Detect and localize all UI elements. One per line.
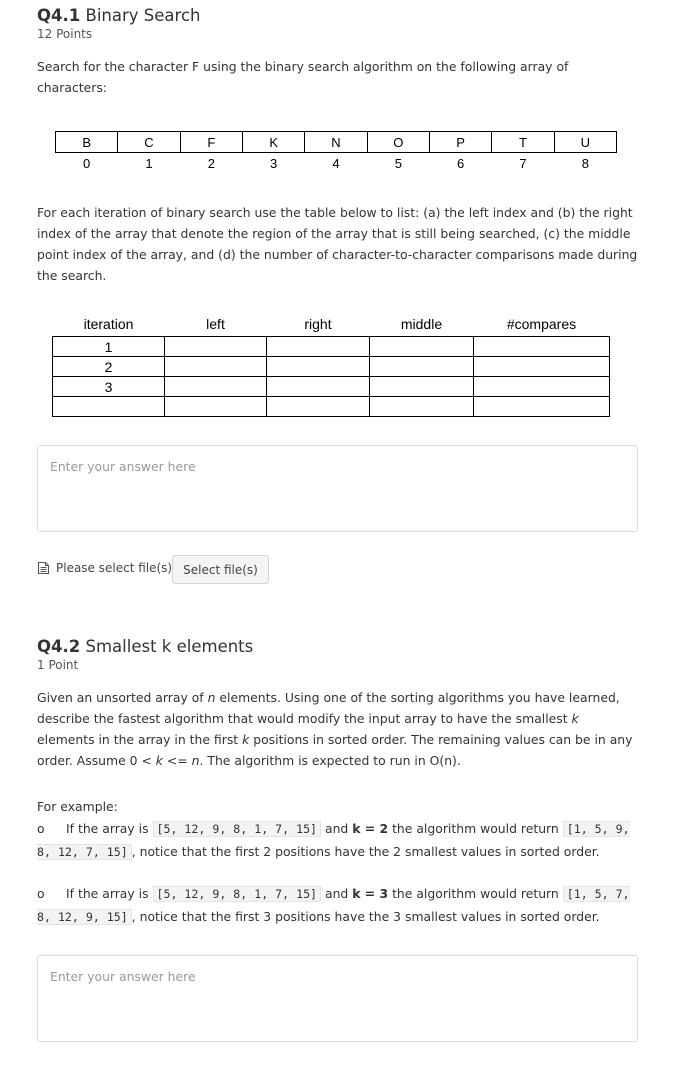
- table-cell: [474, 357, 610, 377]
- array-index: 6: [457, 155, 465, 171]
- array-cell: K: [242, 132, 304, 153]
- q2-answer-input[interactable]: [37, 955, 638, 1042]
- iteration-cell: 1: [53, 337, 165, 357]
- column-header: #compares: [506, 316, 577, 332]
- q2-points: 1 Point: [37, 658, 79, 672]
- column-header: right: [304, 316, 332, 332]
- example-1: o If the array is [5, 12, 9, 8, 1, 7, 15] and k = 2 the algorithm would return [1, 5, 9, 8, 12, 7, 15] , notice that the first 2 positions have the 2 smallest values in sorted order.: [37, 818, 640, 863]
- table-cell: [165, 377, 267, 397]
- array-indices-row: [56, 153, 617, 174]
- array-index: 4: [332, 155, 340, 171]
- array-index: 1: [145, 155, 153, 171]
- array-cell: U: [554, 132, 616, 153]
- table-row: [53, 377, 610, 397]
- iteration-cell: 2: [53, 357, 165, 377]
- q1-answer-input[interactable]: [37, 445, 638, 532]
- table-cell: [267, 397, 370, 417]
- example-2: o If the array is [5, 12, 9, 8, 1, 7, 15] and k = 3 the algorithm would return [1, 5, 7, 8, 12, 9, 15] , notice that the first 3 positions have the 3 smallest values in sorted order.: [37, 883, 640, 928]
- iteration-cell: 3: [53, 377, 165, 397]
- file-icon: [37, 561, 50, 575]
- table-row: [53, 357, 610, 377]
- iteration-figure: [37, 308, 620, 430]
- table-cell: [370, 377, 474, 397]
- table-cell: [474, 377, 610, 397]
- iteration-cell: [53, 397, 165, 417]
- array-cell: B: [56, 132, 118, 153]
- q1-prompt: Search for the character F using the binary search algorithm on the following array of characters:: [37, 59, 569, 95]
- array-index: 8: [581, 155, 589, 171]
- q1-title-text: Binary Search: [85, 6, 201, 25]
- array-index: 3: [270, 155, 278, 171]
- table-cell: [165, 357, 267, 377]
- array-index: 0: [83, 155, 91, 171]
- bullet-icon: o: [37, 821, 45, 836]
- table-row: [53, 337, 610, 357]
- q1-number: Q4.1: [37, 6, 81, 25]
- q1-title: [37, 6, 200, 25]
- array-cell: F: [180, 132, 242, 153]
- array-chars-row: [56, 132, 617, 153]
- table-cell: [370, 357, 474, 377]
- table-cell: [267, 357, 370, 377]
- array-figure: [37, 120, 629, 174]
- iteration-table-header: [53, 312, 610, 337]
- array-cell: T: [492, 132, 554, 153]
- array-index: 5: [394, 155, 402, 171]
- q2-number: Q4.2: [37, 637, 81, 656]
- array-cell: N: [305, 132, 367, 153]
- file-note: [37, 561, 172, 575]
- table-cell: [165, 397, 267, 417]
- q2-title: [37, 637, 253, 656]
- table-cell: [267, 377, 370, 397]
- array-index: 7: [519, 155, 527, 171]
- q1-instructions: For each iteration of binary search use the table below to list: (a) the left index and (b) the right index of the array that denote the region of the array that is still being searched, (c) the middle point index of the array, and (d) the number of character-to-character comparisons made during the search.: [37, 205, 638, 283]
- table-cell: [370, 397, 474, 417]
- array-cell: O: [367, 132, 429, 153]
- table-cell: [474, 397, 610, 417]
- example-label: For example:: [37, 799, 118, 814]
- q1-points: 12 Points: [37, 27, 93, 41]
- select-files-button[interactable]: Select file(s): [172, 555, 269, 584]
- table-cell: [474, 337, 610, 357]
- bullet-icon: o: [37, 886, 45, 901]
- table-cell: [370, 337, 474, 357]
- file-note-text: Please select file(s): [56, 561, 173, 575]
- array-cell: P: [429, 132, 491, 153]
- table-cell: [165, 337, 267, 357]
- column-header: left: [206, 316, 225, 332]
- array-table: [55, 131, 617, 173]
- iteration-table: [52, 312, 610, 417]
- q2-title-text: Smallest k elements: [85, 637, 254, 656]
- column-header: iteration: [83, 316, 134, 332]
- table-cell: [267, 337, 370, 357]
- column-header: middle: [400, 316, 443, 332]
- array-cell: C: [118, 132, 180, 153]
- array-index: 2: [207, 155, 215, 171]
- table-row: [53, 397, 610, 417]
- q2-description: Given an unsorted array of n elements. Using one of the sorting algorithms you have learned, describe the fastest algorithm that would modify the input array to have the smallest k elements in the array in the first k positions in sorted order. The remaining values can be in any order. Assume 0 < k <= n. The algorithm is expected to run in O(n).: [37, 690, 633, 768]
